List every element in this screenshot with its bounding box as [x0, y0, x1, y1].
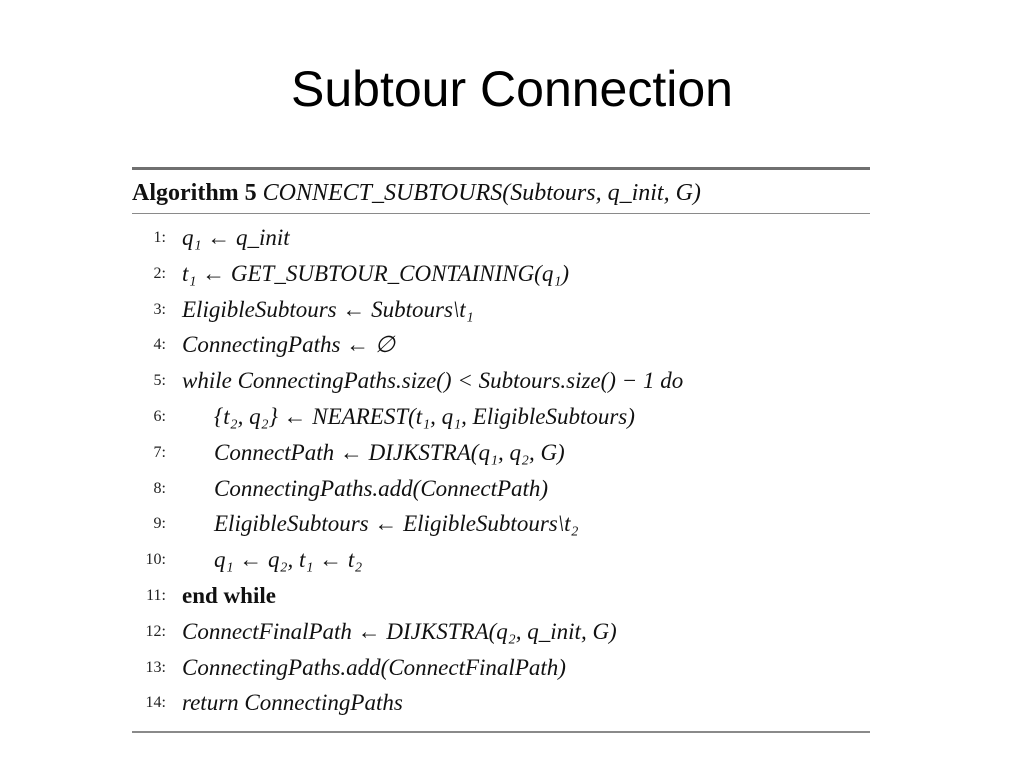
algorithm-line [132, 399, 870, 435]
algorithm-header [132, 170, 870, 214]
algorithm-line [132, 471, 870, 507]
line-number: 12: [145, 622, 166, 640]
algorithm-label: Algorithm 5 [132, 180, 257, 206]
line-code: {t₂, q₂} ← NEAREST(t₁, q₁, EligibleSubtours) [214, 403, 635, 429]
algorithm-line [132, 327, 870, 363]
line-number: 11: [146, 586, 166, 604]
line-number: 2: [153, 264, 166, 282]
algorithm-line [132, 542, 870, 578]
line-code: ConnectFinalPath ← DIJKSTRA(q₂, q_init, G) [182, 618, 617, 644]
algorithm-signature: CONNECT_SUBTOURS(Subtours, q_init, G) [262, 180, 701, 206]
line-number: 14: [145, 694, 166, 712]
algorithm-body [132, 214, 870, 731]
algorithm-line [132, 578, 870, 614]
line-code: q₁ ← q_init [182, 225, 290, 250]
line-number: 3: [153, 300, 166, 318]
line-code: ConnectingPaths.add(ConnectFinalPath) [182, 654, 566, 680]
line-number: 10: [145, 551, 166, 569]
line-number: 1: [153, 229, 166, 246]
algorithm-box [132, 167, 870, 733]
line-code: t₁ ← GET_SUBTOUR_CONTAINING(q₁) [182, 260, 569, 286]
slide-title: Subtour Connection [291, 61, 733, 117]
algorithm-line [132, 363, 870, 399]
line-code: return ConnectingPaths [182, 690, 403, 716]
line-code: EligibleSubtours ← Subtours\t₁ [182, 296, 474, 322]
algorithm-line [132, 506, 870, 542]
algorithm-line [132, 435, 870, 471]
line-number: 6: [153, 407, 166, 425]
line-code: end while [182, 582, 276, 608]
line-code: ConnectPath ← DIJKSTRA(q₁, q₂, G) [214, 439, 565, 465]
algorithm-line [132, 256, 870, 292]
line-code: EligibleSubtours ← EligibleSubtours\t₂ [214, 511, 579, 537]
line-number: 13: [145, 658, 166, 676]
line-number: 4: [153, 336, 166, 354]
line-number: 8: [153, 479, 166, 497]
algorithm-line [132, 614, 870, 650]
line-code: while ConnectingPaths.size() < Subtours.size() − 1 do [182, 368, 684, 394]
algorithm-line [132, 650, 870, 686]
algorithm-line [132, 685, 870, 721]
algorithm-line [132, 292, 870, 328]
line-code: ConnectingPaths ← ∅ [182, 332, 395, 358]
line-code: ConnectingPaths.add(ConnectPath) [214, 475, 549, 501]
algorithm-line [132, 220, 870, 256]
line-number: 7: [153, 443, 166, 461]
line-code: q₁ ← q₂, t₁ ← t₂ [214, 547, 363, 573]
line-number: 9: [153, 515, 166, 533]
line-number: 5: [153, 372, 166, 390]
